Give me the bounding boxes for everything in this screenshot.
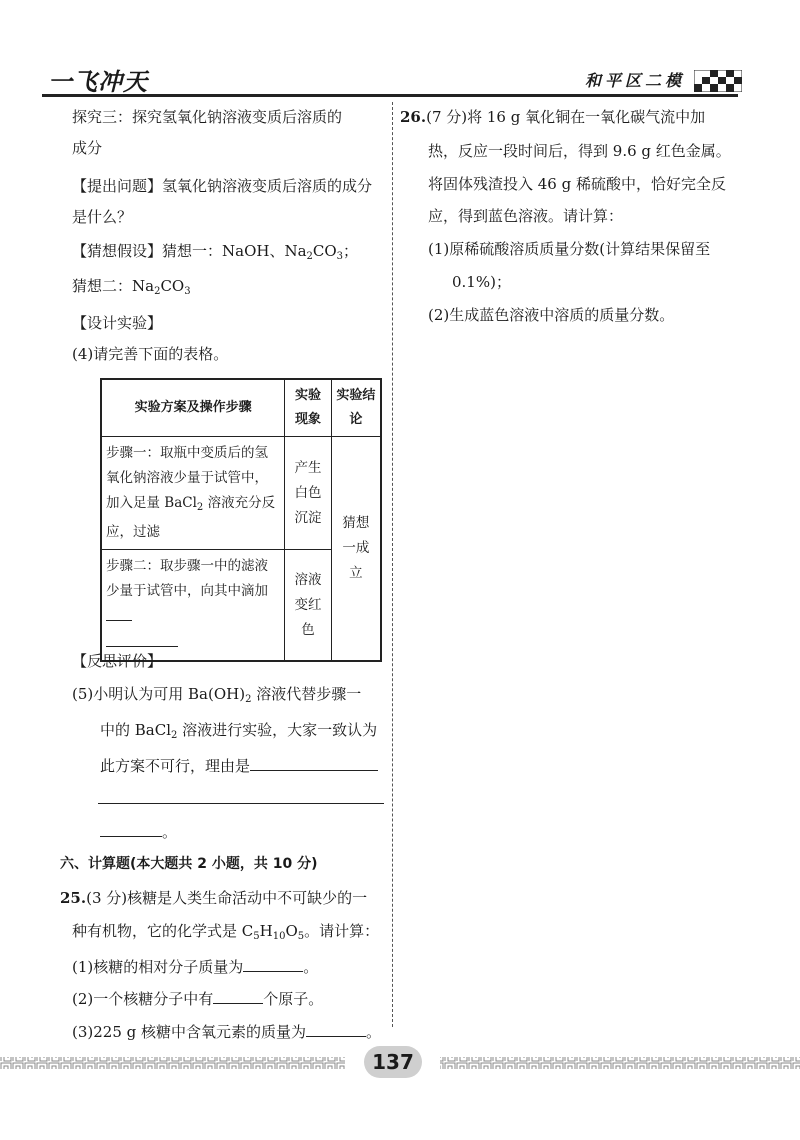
q25-part3: (3)225 g 核糖中含氧元素的质量为 。: [72, 1020, 384, 1043]
step2-blank-b[interactable]: [106, 630, 178, 647]
exam-title: 和平区二模: [585, 71, 686, 90]
q26-line1: 26.(7 分)将 16 g 氧化铜在一氧化碳气流中加: [400, 108, 706, 126]
table-header-procedure: 实验方案及操作步骤: [101, 379, 285, 437]
checker-decoration-icon: [694, 70, 742, 92]
q26-line3: 将固体残渣投入 46 g 稀硫酸中，恰好完全反: [428, 175, 726, 193]
experiment-table: [100, 378, 382, 662]
reflection-heading: 【反思评价】: [72, 652, 163, 670]
q4-prompt: (4)请完善下面的表格。: [72, 345, 229, 363]
hypothesis-1: 【猜想假设】猜想一：NaOH、$Na_2CO_3$；: [72, 242, 359, 262]
inquiry3-line1: 探究三：探究氢氧化钠溶液变质后溶质的: [72, 108, 343, 126]
q5-line4: 。: [100, 820, 177, 843]
q26-part1-line1: (1)原稀硫酸溶质质量分数(计算结果保留至: [428, 240, 711, 258]
page-number: 137: [364, 1046, 422, 1078]
q25-3-blank[interactable]: [306, 1020, 366, 1037]
q25-part2: (2)一个核糖分子中有 个原子。: [72, 987, 384, 1010]
section6-heading: 六、计算题(本大题共 2 小题，共 10 分): [60, 856, 318, 872]
step1-phenomenon: 产生白色沉淀: [285, 437, 332, 550]
q5-blank-1[interactable]: [250, 754, 378, 771]
question-line1: 【提出问题】氢氧化钠溶液变质后溶质的成分: [72, 177, 373, 195]
column-divider: [392, 102, 393, 1027]
hypothesis-2: 猜想二：$Na_2CO_3$: [72, 277, 191, 297]
q26-part1-line2: 0.1%)；: [452, 273, 511, 291]
q25-1-blank[interactable]: [243, 955, 303, 972]
step1-cell: 步骤一：取瓶中变质后的氢氧化钠溶液少量于试管中，加入足量 BaCl$_2$ 溶液充分反应，过滤: [101, 437, 285, 550]
conclusion-cell: 猜想一成立: [331, 437, 381, 662]
brand-logo: 一飞冲天: [48, 68, 148, 96]
q26-part2: (2)生成蓝色溶液中溶质的质量分数。: [428, 306, 675, 324]
header-rule: [42, 94, 738, 97]
design-heading: 【设计实验】: [72, 314, 163, 332]
q5-blank-2[interactable]: [100, 820, 162, 837]
q5-line3: 此方案不可行，理由是: [100, 754, 378, 777]
q5-answer-line[interactable]: [98, 803, 384, 804]
q26-line2: 热，反应一段时间后，得到 9.6 g 红色金属。: [428, 142, 731, 160]
q25-2-blank[interactable]: [213, 987, 263, 1004]
q25-line1: 25.(3 分)核糖是人类生命活动中不可缺少的一: [60, 889, 368, 907]
q25-part1: (1)核糖的相对分子质量为 。: [72, 955, 384, 978]
inquiry3-line2: 成分: [72, 139, 103, 157]
step2-blank-a[interactable]: [106, 604, 132, 621]
q5-line2: 中的 BaCl$_2$ 溶液进行实验，大家一致认为: [100, 721, 378, 741]
table-row: [101, 437, 381, 550]
q25-line2: 种有机物，它的化学式是 $C_5H_{10}O_5$。请计算：: [72, 922, 380, 942]
q26-line4: 应，得到蓝色溶液。请计算：: [428, 207, 624, 225]
q5-line1: (5)小明认为可用 $Ba(OH)_2$ 溶液代替步骤一: [72, 685, 362, 705]
step2-cell: 步骤二：取步骤一中的滤液少量于试管中，向其中滴加: [101, 550, 285, 662]
table-header-conclusion: 实验结论: [331, 379, 381, 437]
table-header-phenomenon: 实验现象: [285, 379, 332, 437]
step2-phenomenon: 溶液变红色: [285, 550, 332, 662]
question-line2: 是什么？: [72, 208, 133, 226]
